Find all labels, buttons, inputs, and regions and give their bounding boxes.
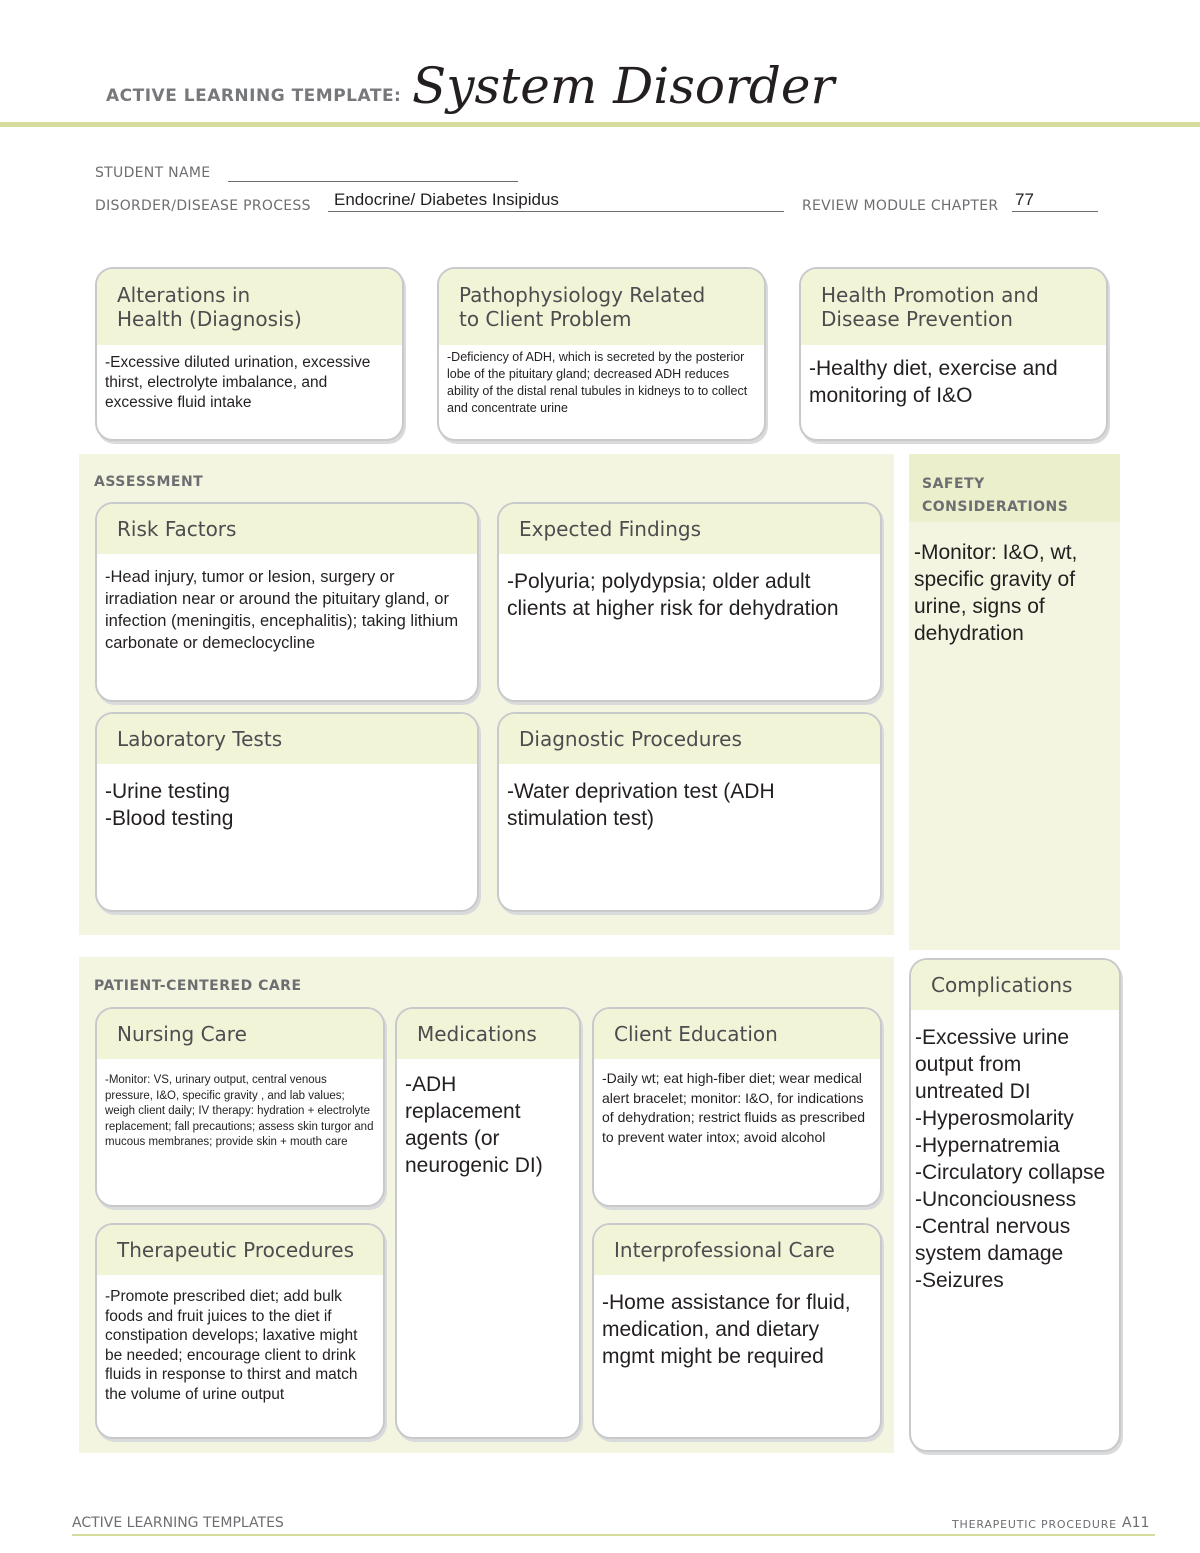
- card-pathophysiology: [437, 267, 766, 441]
- disorder-field[interactable]: Endocrine/ Diabetes Insipidus: [328, 190, 784, 212]
- page-number: A11: [1122, 1515, 1150, 1531]
- card-body: -Daily wt; eat high-fiber diet; wear medical alert bracelet; monitor: I&O, for indications of dehydration; restrict fluids as prescribed to prevent water intox; avoid alcohol: [602, 1070, 866, 1145]
- card-title: Pathophysiology Related to Client Problem: [439, 269, 764, 345]
- safety-body: -Monitor: I&O, wt, specific gravity of urine, signs of dehydration: [914, 541, 1078, 645]
- chapter-label: REVIEW MODULE CHAPTER: [802, 198, 999, 214]
- card-body: -Deficiency of ADH, which is secreted by the posterior lobe of the pituitary gland; decreased ADH reduces ability of the distal renal tubules in kidneys to to collect and concentrate urine: [447, 350, 748, 415]
- card-body: -ADH replacement agents (or neurogenic DI): [405, 1073, 543, 1177]
- card-health-promotion: [799, 267, 1108, 441]
- card-title: Risk Factors: [97, 504, 477, 554]
- card-body: -Home assistance for fluid, medication, and dietary mgmt might be required: [602, 1291, 851, 1368]
- card-risk-factors: [95, 502, 479, 702]
- card-title: Diagnostic Procedures: [499, 714, 880, 764]
- safety-section: [909, 454, 1120, 950]
- card-alterations-in-health: [95, 267, 404, 441]
- card-body: -Monitor: VS, urinary output, central venous pressure, I&O, specific gravity , and lab values; weigh client daily; IV therapy: hydration + electrolyte replacement; fall precautions; assess skin turgor and mucous membranes; provide skin + mouth care: [105, 1074, 374, 1148]
- safety-label: SAFETY CONSIDERATIONS: [922, 476, 1069, 515]
- card-title: Interprofessional Care: [594, 1225, 880, 1275]
- footer-rule: [72, 1534, 1155, 1536]
- card-body: -Excessive diluted urination, excessive thirst, electrolyte imbalance, and excessive fluid intake: [105, 354, 371, 411]
- disorder-label: DISORDER/DISEASE PROCESS: [95, 198, 311, 214]
- card-body: -Healthy diet, exercise and monitoring of I&O: [809, 357, 1058, 407]
- card-title: Complications: [911, 960, 1119, 1010]
- card-body: -Excessive urine output from untreated DI -Hyperosmolarity -Hypernatremia -Circulatory collapse -Unconciousness -Central nervous system damage -Seizures: [915, 1026, 1106, 1292]
- template-label: ACTIVE LEARNING TEMPLATE:: [106, 86, 402, 106]
- card-nursing-care: [95, 1007, 385, 1207]
- card-body: -Urine testing -Blood testing: [105, 780, 234, 830]
- card-title: Client Education: [594, 1009, 880, 1059]
- card-body: -Water deprivation test (ADH stimulation test): [507, 780, 775, 830]
- card-title: Laboratory Tests: [97, 714, 477, 764]
- card-interprofessional-care: [592, 1223, 882, 1439]
- card-complications: [909, 958, 1121, 1452]
- card-body: -Polyuria; polydypsia; older adult clients at higher risk for dehydration: [507, 570, 839, 620]
- card-diagnostic-procedures: [497, 712, 882, 912]
- card-title: Therapeutic Procedures: [97, 1225, 383, 1275]
- student-name-field[interactable]: [228, 162, 518, 182]
- card-title: Expected Findings: [499, 504, 880, 554]
- chapter-field[interactable]: 77: [1012, 190, 1098, 212]
- card-laboratory-tests: [95, 712, 479, 912]
- card-client-education: [592, 1007, 882, 1207]
- card-therapeutic-procedures: [95, 1223, 385, 1439]
- page-title: System Disorder: [412, 57, 835, 115]
- card-medications: [395, 1007, 581, 1439]
- card-title: Alterations in Health (Diagnosis): [97, 269, 402, 345]
- card-body: -Head injury, tumor or lesion, surgery or irradiation near or around the pituitary gland, or infection (meningitis, encephalitis); taking lithium carbonate or demeclocycline: [105, 568, 459, 652]
- card-body: -Promote prescribed diet; add bulk foods and fruit juices to the diet if constipation develops; laxative might be needed; encourage client to drink fluids in response to thirst and match the volume of urine output: [105, 1288, 358, 1403]
- patient-care-label: PATIENT-CENTERED CARE: [94, 978, 302, 994]
- student-name-label: STUDENT NAME: [95, 165, 211, 181]
- assessment-label: ASSESSMENT: [94, 474, 204, 490]
- footer-right-label: THERAPEUTIC PROCEDURE: [952, 1518, 1117, 1531]
- footer-left: ACTIVE LEARNING TEMPLATES: [72, 1515, 284, 1531]
- header-rule: [0, 122, 1200, 127]
- card-title: Nursing Care: [97, 1009, 383, 1059]
- card-expected-findings: [497, 502, 882, 702]
- card-title: Health Promotion and Disease Prevention: [801, 269, 1106, 345]
- card-title: Medications: [397, 1009, 579, 1059]
